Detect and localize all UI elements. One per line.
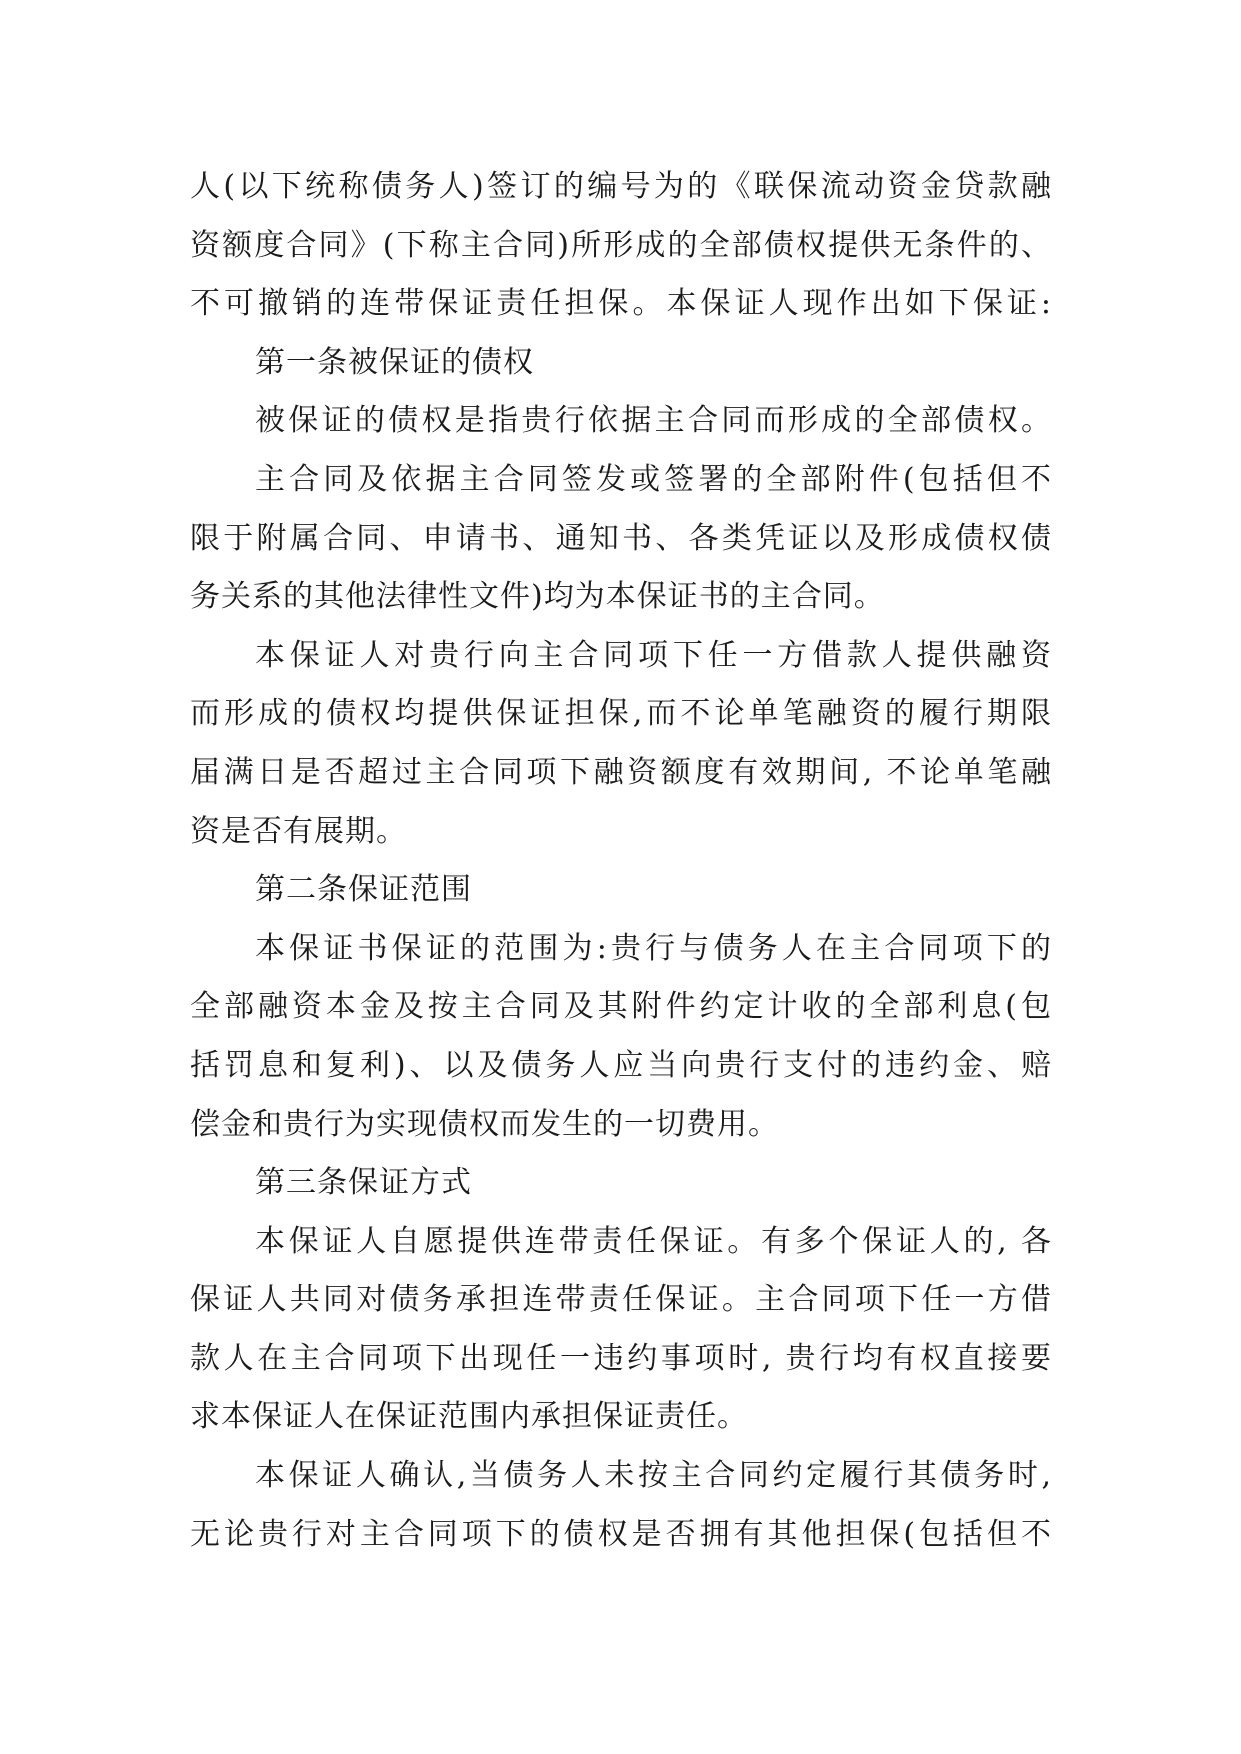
text-line: 被保证的债权是指贵行依据主合同而形成的全部债权。 <box>255 403 1052 439</box>
text-line: 资是否有展期。 <box>190 813 407 849</box>
text-line: 届满日是否超过主合同项下融资额度有效期间, 不论单笔融 <box>190 754 1052 790</box>
article-heading: 第一条被保证的债权 <box>255 344 534 380</box>
text-line: 务关系的其他法律性文件)均为本保证书的主合同。 <box>190 579 885 615</box>
document-body <box>190 158 1052 1564</box>
text-line: 全部融资本金及按主合同及其附件约定计收的全部利息(包 <box>190 989 1052 1025</box>
article-heading: 第三条保证方式 <box>255 1165 472 1201</box>
text-line: 保证人共同对债务承担连带责任保证。主合同项下任一方借 <box>190 1282 1052 1318</box>
text-line: 无论贵行对主合同项下的债权是否拥有其他担保(包括但不 <box>190 1516 1052 1552</box>
text-line: 本保证人自愿提供连带责任保证。有多个保证人的, 各 <box>255 1223 1052 1259</box>
text-line: 资额度合同》(下称主合同)所形成的全部债权提供无条件的、 <box>190 227 1052 263</box>
text-line: 本保证书保证的范围为:贵行与债务人在主合同项下的 <box>255 930 1052 966</box>
text-line: 而形成的债权均提供保证担保,而不论单笔融资的履行期限 <box>190 696 1052 732</box>
text-line: 偿金和贵行为实现债权而发生的一切费用。 <box>190 1106 779 1142</box>
text-line: 主合同及依据主合同签发或签署的全部附件(包括但不 <box>255 461 1052 497</box>
text-line: 括罚息和复利)、以及债务人应当向贵行支付的违约金、赔 <box>190 1047 1052 1083</box>
text-line: 人(以下统称债务人)签订的编号为的《联保流动资金贷款融 <box>190 169 1052 204</box>
article-heading: 第二条保证范围 <box>255 872 472 908</box>
text-line: 不可撤销的连带保证责任担保。本保证人现作出如下保证: <box>190 286 1052 322</box>
text-line: 本保证人对贵行向主合同项下任一方借款人提供融资 <box>255 637 1052 673</box>
text-line: 本保证人确认,当债务人未按主合同约定履行其债务时, <box>255 1458 1052 1494</box>
text-line: 款人在主合同项下出现任一违约事项时, 贵行均有权直接要 <box>190 1340 1052 1376</box>
text-line: 求本保证人在保证范围内承担保证责任。 <box>190 1399 748 1435</box>
text-line: 限于附属合同、申请书、通知书、各类凭证以及形成债权债 <box>190 520 1052 556</box>
